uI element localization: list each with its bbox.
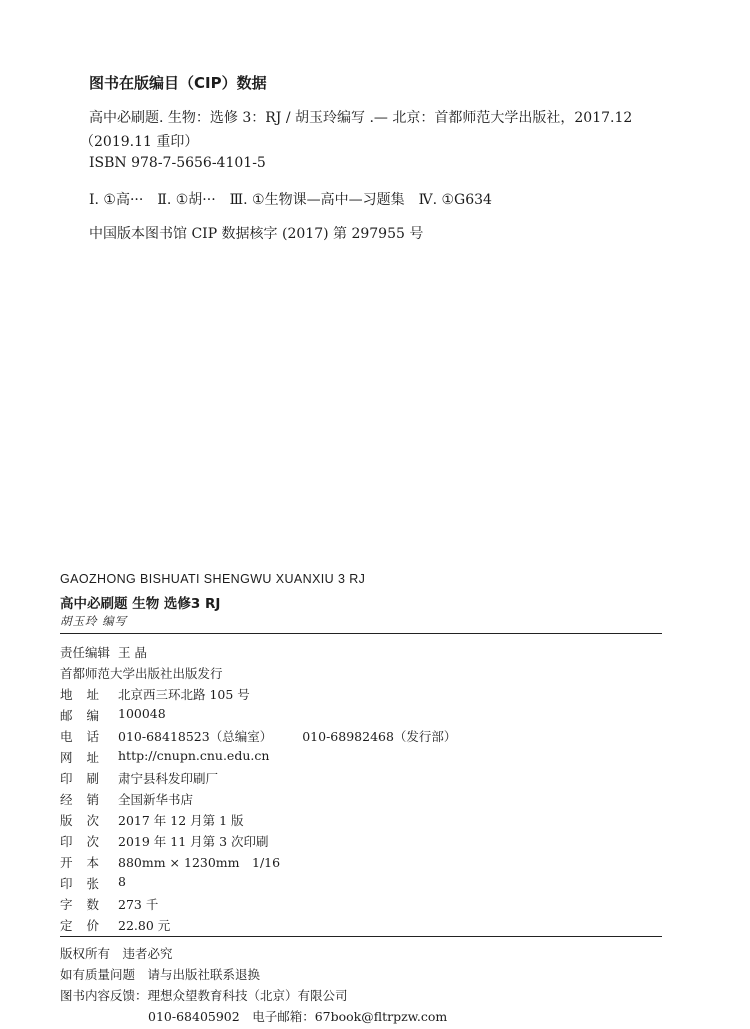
detail-row-printing (60, 832, 269, 850)
cip-heading: 图书在版编目（CIP）数据 (89, 74, 267, 92)
detail-row-format (60, 853, 280, 871)
detail-label: 电话 (60, 729, 114, 744)
detail-value: 273 千 (118, 897, 159, 912)
detail-publisher: 首都师范大学出版社出版发行 (60, 666, 223, 681)
detail-row-edition (60, 811, 244, 829)
detail-row-printer (60, 769, 218, 787)
detail-row-price (60, 916, 170, 934)
detail-label: 邮编 (60, 708, 114, 723)
detail-label: 地址 (60, 687, 114, 702)
detail-label: 印次 (60, 834, 114, 849)
cip-line-1: 高中必刷题. 生物：选修 3：RJ / 胡玉玲编写 .— 北京：首都师范大学出版社，2017.12 (89, 110, 633, 126)
detail-label: 定价 (60, 918, 114, 933)
cip-number: 中国版本图书馆 CIP 数据核字 (2017) 第 297955 号 (89, 226, 424, 242)
detail-row-postcode (60, 706, 166, 724)
detail-value: 肃宁县科发印刷厂 (118, 771, 219, 786)
detail-value: 880mm × 1230mm 1/16 (118, 855, 281, 870)
detail-row-sheets (60, 874, 126, 892)
detail-value: 22.80 元 (118, 918, 171, 933)
divider-top (60, 633, 662, 634)
detail-label: 版次 (60, 813, 114, 828)
detail-row-address (60, 685, 250, 703)
book-author: 胡玉玲 编写 (60, 614, 128, 628)
detail-value: 2017 年 12 月第 1 版 (118, 813, 244, 828)
cip-isbn: ISBN 978-7-5656-4101-5 (89, 155, 266, 171)
detail-value: 全国新华书店 (118, 792, 194, 807)
detail-value: 010-68418523（总编室） (118, 729, 273, 744)
detail-value: 北京西三环北路 105 号 (118, 687, 250, 702)
cip-classification: Ⅰ. ①高··· Ⅱ. ①胡··· Ⅲ. ①生物课—高中—习题集 Ⅳ. ①G634 (89, 192, 492, 208)
divider-bottom (60, 936, 662, 937)
detail-value: 王 晶 (118, 645, 147, 660)
footer-quality: 如有质量问题 请与出版社联系退换 (60, 967, 261, 982)
pinyin-title: GAOZHONG BISHUATI SHENGWU XUANXIU 3 RJ (60, 572, 366, 586)
footer-feedback: 图书内容反馈：理想众望教育科技（北京）有限公司 (60, 988, 348, 1003)
detail-label: 开本 (60, 855, 114, 870)
detail-row-editor (60, 643, 147, 661)
detail-value: 2019 年 11 月第 3 次印刷 (118, 834, 269, 849)
detail-row-distributor (60, 790, 193, 808)
book-title: 高中必刷题 生物 选修3 RJ (60, 596, 221, 612)
footer-rights: 版权所有 违者必究 (60, 946, 173, 961)
cip-line-2: （2019.11 重印） (80, 134, 199, 150)
detail-label: 责任编辑 (60, 645, 111, 660)
detail-row-phone (60, 727, 456, 745)
detail-label: 网址 (60, 750, 114, 765)
footer-contact: 010-68405902 电子邮箱：67book@fltrpzw.com (148, 1009, 448, 1024)
detail-value: 100048 (118, 706, 166, 721)
detail-label: 字数 (60, 897, 114, 912)
detail-value: http://cnupn.cnu.edu.cn (118, 748, 270, 763)
detail-row-wordcount (60, 895, 158, 913)
detail-value: 8 (118, 874, 126, 889)
detail-label: 印张 (60, 876, 114, 891)
detail-row-website (60, 748, 269, 766)
detail-value-2: 010-68982468（发行部） (302, 729, 457, 744)
detail-label: 印刷 (60, 771, 114, 786)
detail-label: 经销 (60, 792, 114, 807)
